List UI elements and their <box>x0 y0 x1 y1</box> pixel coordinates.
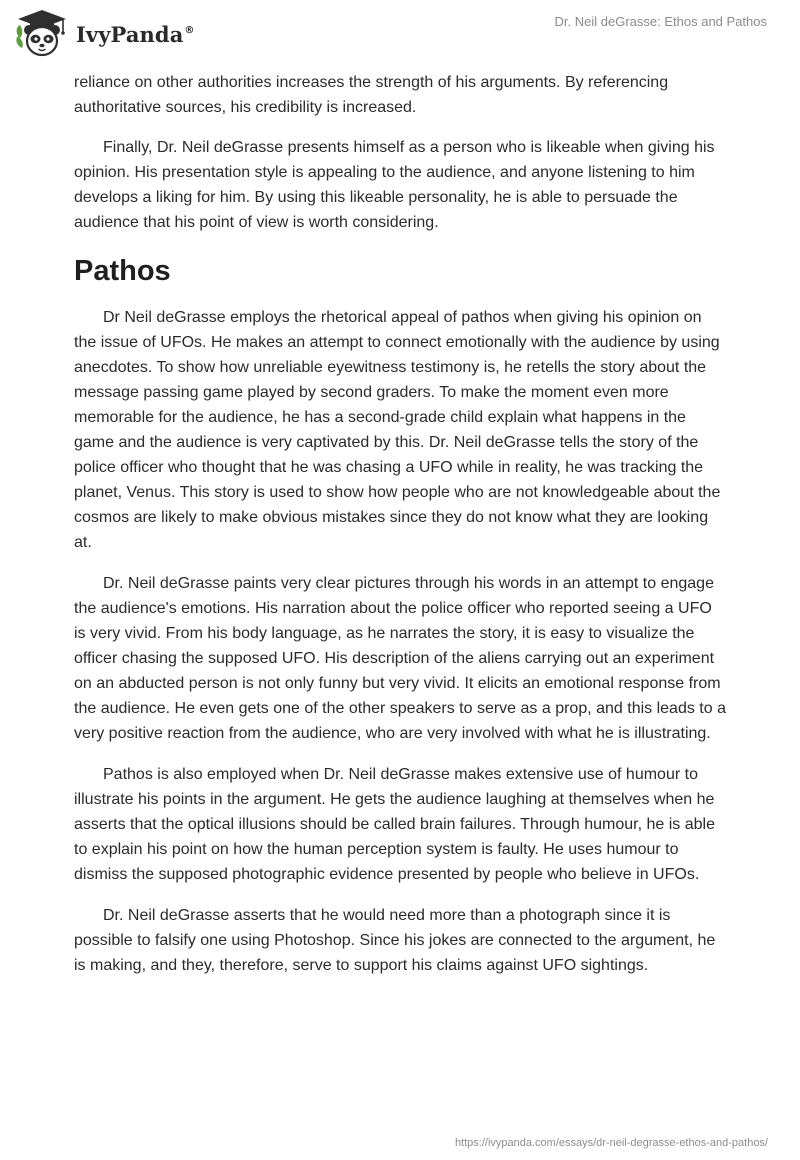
panda-graduate-icon <box>14 8 70 58</box>
page-header <box>0 0 800 66</box>
source-url[interactable]: https://ivypanda.com/essays/dr-neil-degrasse-ethos-and-pathos/ <box>454 1137 768 1149</box>
essay-body <box>74 70 726 994</box>
paragraph-ethos-likeable: Finally, Dr. Neil deGrasse presents himself as a person who is likeable when giving his opinion. His presentation style is appealing to the audience, and anyone listening to him develops a liking for him. By using this likeable personality, he is able to persuade the audience that his point of view is worth considering. <box>74 139 715 231</box>
paragraph-pathos-1: Dr Neil deGrasse employs the rhetorical appeal of pathos when giving his opinion on the issue of UFOs. He makes an attempt to connect emotionally with the audience by using anecdotes. To show how unreliable eyewitness testimony is, he retells the story about the message passing game played by second graders. To make the moment even more memorable for the audience, he has a second-grade child explain what happens in the game and the audience is very captivated by this. Dr. Neil deGrasse tells the story of the police officer who thought that he was chasing a UFO while in reality, he was tracking the planet, Venus. This story is used to show how people who are not knowledgeable about the cosmos are likely to make obvious mistakes since they do not know what they are looking at. <box>74 309 721 551</box>
paragraph-ethos-tail: reliance on other authorities increases the strength of his arguments. By referencing authoritative sources, his credibility is increased. <box>74 74 669 116</box>
paragraph-pathos-4: Dr. Neil deGrasse asserts that he would need more than a photograph since it is possible to falsify one using Photoshop. Since his jokes are connected to the argument, he is making, and they, therefore, serve to support his claims against UFO sightings. <box>74 907 716 974</box>
document-title: Dr. Neil deGrasse: Ethos and Pathos <box>554 14 767 29</box>
paragraph-pathos-3: Pathos is also employed when Dr. Neil deGrasse makes extensive use of humour to illustrate his points in the argument. He gets the audience laughing at themselves when he asserts that the optical illusions should be called brain failures. Through humour, he is able to explain his point on how the human perception system is faulty. He uses humour to dismiss the supposed photographic evidence presented by people who believe in UFOs. <box>74 766 715 883</box>
section-heading-pathos: Pathos <box>74 255 171 287</box>
paragraph-pathos-2: Dr. Neil deGrasse paints very clear pictures through his words in an attempt to engage the audience's emotions. His narration about the police officer who reported seeing a UFO is very vivid. From his body language, as he narrates the story, it is easy to visualize the officer chasing the supposed UFO. His description of the aliens carrying out an experiment on an abducted person is not only funny but very vivid. It elicits an emotional response from the audience. He even gets one of the other speakers to serve as a prop, and this leads to a very positive reaction from the audience, who are very involved with what he is illustrating. <box>74 575 726 742</box>
registered-mark: ® <box>184 24 195 36</box>
brand-name: IvyPanda® <box>76 21 195 47</box>
brand-logo[interactable] <box>14 8 195 58</box>
